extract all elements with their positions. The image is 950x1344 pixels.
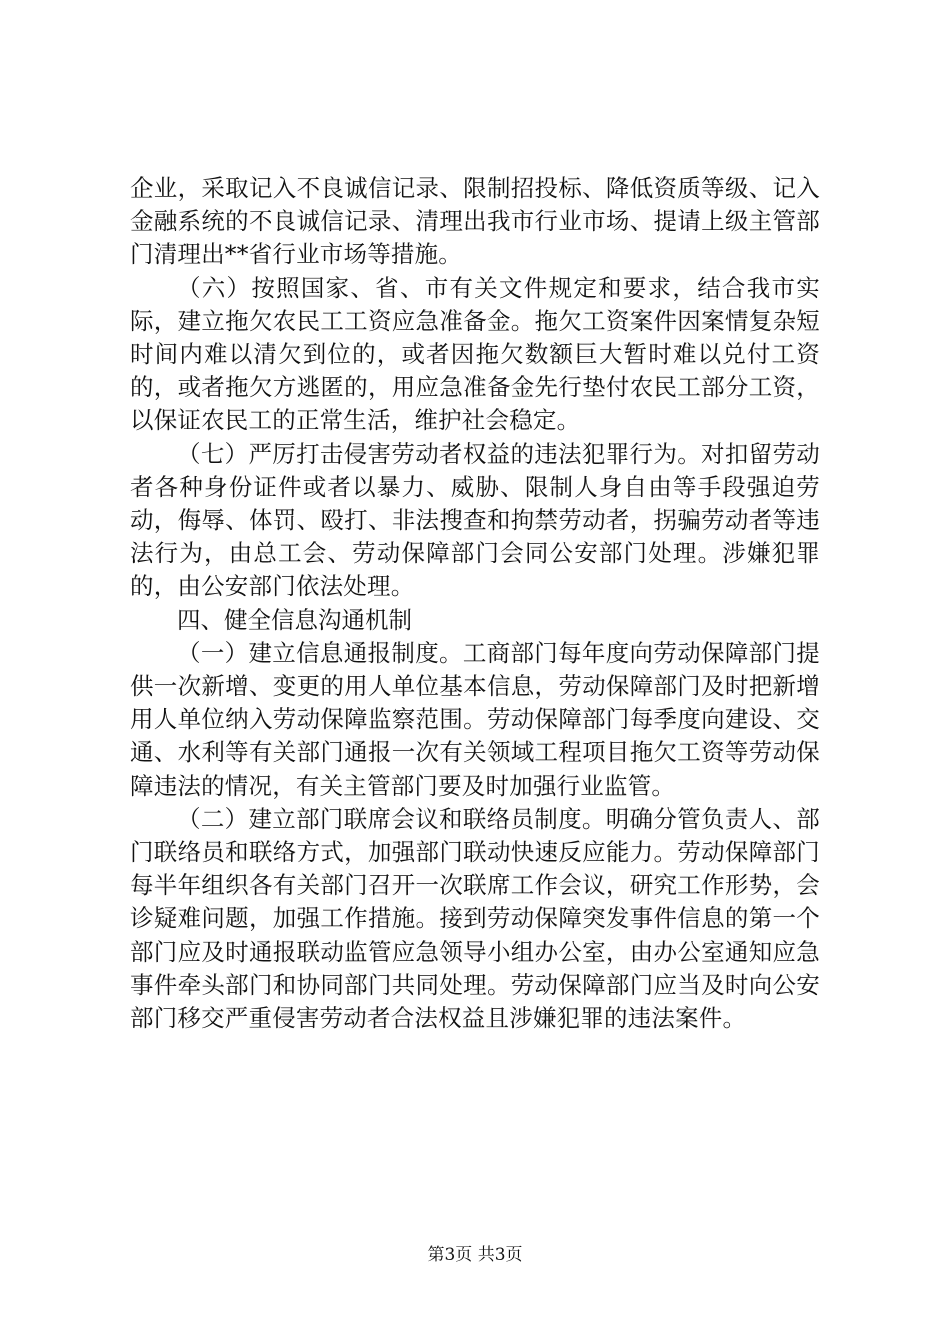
section-heading: 四、健全信息沟通机制 bbox=[177, 605, 412, 634]
paragraph-continued: 企业，采取记入不良诚信记录、限制招投标、降低资质等级、记入金融系统的不良诚信记录、清理出我市行业市场、提请上级主管部门清理出**省行业市场等措施。 bbox=[130, 174, 820, 269]
paragraph-item-six: （六）按照国家、省、市有关文件规定和要求，结合我市实际，建立拖欠农民工工资应急准备金。拖欠工资案件因案情复杂短时间内难以清欠到位的，或者因拖欠数额巨大暂时难以兑付工资的，或者拖欠方逃匿的，用应急准备金先行垫付农民工部分工资，以保证农民工的正常生活，维护社会稳定。 bbox=[130, 273, 820, 435]
document-body bbox=[130, 172, 820, 1035]
paragraph-section-item-one: （一）建立信息通报制度。工商部门每年度向劳动保障部门提供一次新增、变更的用人单位基本信息，劳动保障部门及时把新增用人单位纳入劳动保障监察范围。劳动保障部门每季度向建设、交通、水利等有关部门通报一次有关领域工程项目拖欠工资等劳动保障违法的情况，有关主管部门要及时加强行业监管。 bbox=[130, 638, 820, 800]
page-footer: 第3页 共3页 bbox=[427, 1245, 523, 1265]
paragraph-item-seven: （七）严厉打击侵害劳动者权益的违法犯罪行为。对扣留劳动者各种身份证件或者以暴力、威胁、限制人身自由等手段强迫劳动，侮辱、体罚、殴打、非法搜查和拘禁劳动者，拐骗劳动者等违法行为，由总工会、劳动保障部门会同公安部门处理。涉嫌犯罪的，由公安部门依法处理。 bbox=[130, 439, 820, 601]
paragraph-section-item-two: （二）建立部门联席会议和联络员制度。明确分管负责人、部门联络员和联络方式，加强部门联动快速反应能力。劳动保障部门每半年组织各有关部门召开一次联席工作会议，研究工作形势，会诊疑难问题，加强工作措施。接到劳动保障突发事件信息的第一个部门应及时通报联动监管应急领导小组办公室，由办公室通知应急事件牵头部门和协同部门共同处理。劳动保障部门应当及时向公安部门移交严重侵害劳动者合法权益且涉嫌犯罪的违法案件。 bbox=[130, 804, 820, 1033]
